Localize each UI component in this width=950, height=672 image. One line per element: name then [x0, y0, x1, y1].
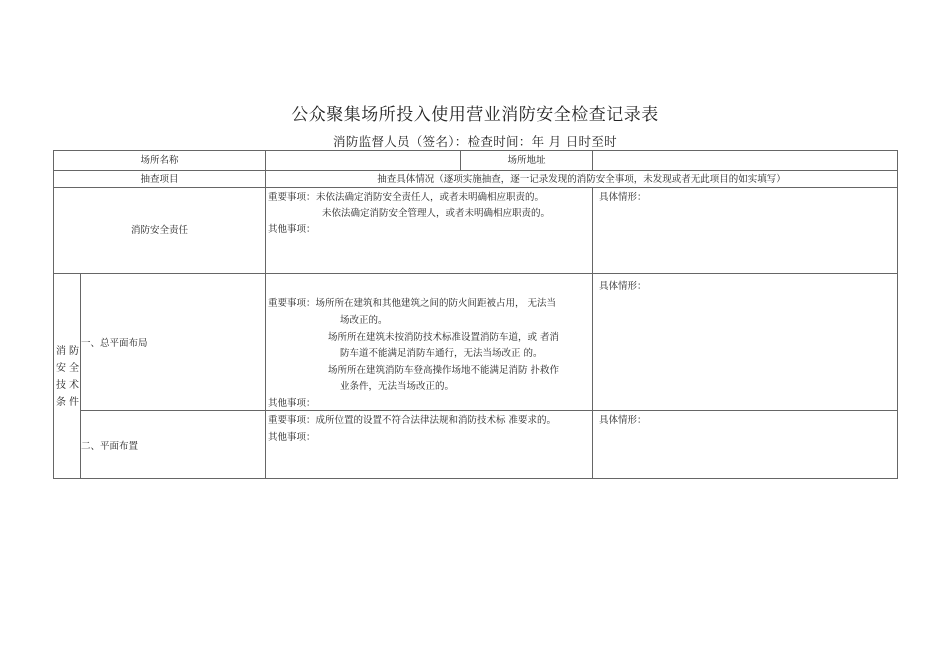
general-layout-detail[interactable]: 具体情形： [592, 273, 898, 411]
other-items-label: 其他事项： [268, 224, 316, 235]
venue-address-label: 场所地址 [460, 150, 593, 171]
floor-arrangement-findings[interactable]: 重要事项：成所位置的设置不符合法律法规和消防技术标 准要求的。 其他事项： [265, 410, 593, 479]
floor-arrangement-label: 二、平面布置 [80, 410, 266, 479]
important-item-2: 未依法确定消防安全管理人，或者未明确相应职责的。 [322, 208, 551, 219]
check-situation-header: 抽查具体情况（逐项实施抽查，逐一记录发现的消防安全事项，未发现或者无此项目的如实填写） [265, 170, 898, 188]
important-prefix: 重要事项： [268, 192, 316, 203]
check-item-header: 抽查项目 [53, 170, 266, 188]
general-layout-label: 一、总平面布局 [80, 273, 266, 411]
fire-safety-responsibility-detail[interactable] [592, 187, 898, 274]
form-subtitle: 消防监督人员（签名）：检查时间：年 月 日时至时 [333, 134, 617, 149]
venue-name-value[interactable] [265, 150, 461, 171]
fire-safety-responsibility-label: 消防安全责任 [53, 187, 266, 274]
form-title: 公众聚集场所投入使用营业消防安全检查记录表 [291, 105, 659, 125]
general-layout-findings[interactable]: 重要事项：场所所在建筑和其他建筑之间的防火间距被占用， 无法当 场改正的。 场所所在建筑未按消防技术标准设置消防车道，或 者消 防车道不能满足消防车通行，无法当场改正 的。 场所所在建筑消防车登高操作场地不能满足消防 扑救作 业条件，无法当场改正的。 其他事项： [265, 273, 593, 411]
fire-technical-conditions-label: 消 防 安 全 技 术 条 件 [53, 273, 81, 479]
venue-address-value[interactable] [592, 150, 898, 171]
venue-name-label: 场所名称 [53, 150, 266, 171]
important-item-1: 未依法确定消防安全责任人，或者未明确相应职责的。 [316, 192, 545, 203]
fire-safety-responsibility-findings[interactable] [265, 187, 593, 274]
floor-arrangement-detail[interactable]: 具体情形： [592, 410, 898, 479]
detail-label: 具体情形： [599, 192, 647, 203]
